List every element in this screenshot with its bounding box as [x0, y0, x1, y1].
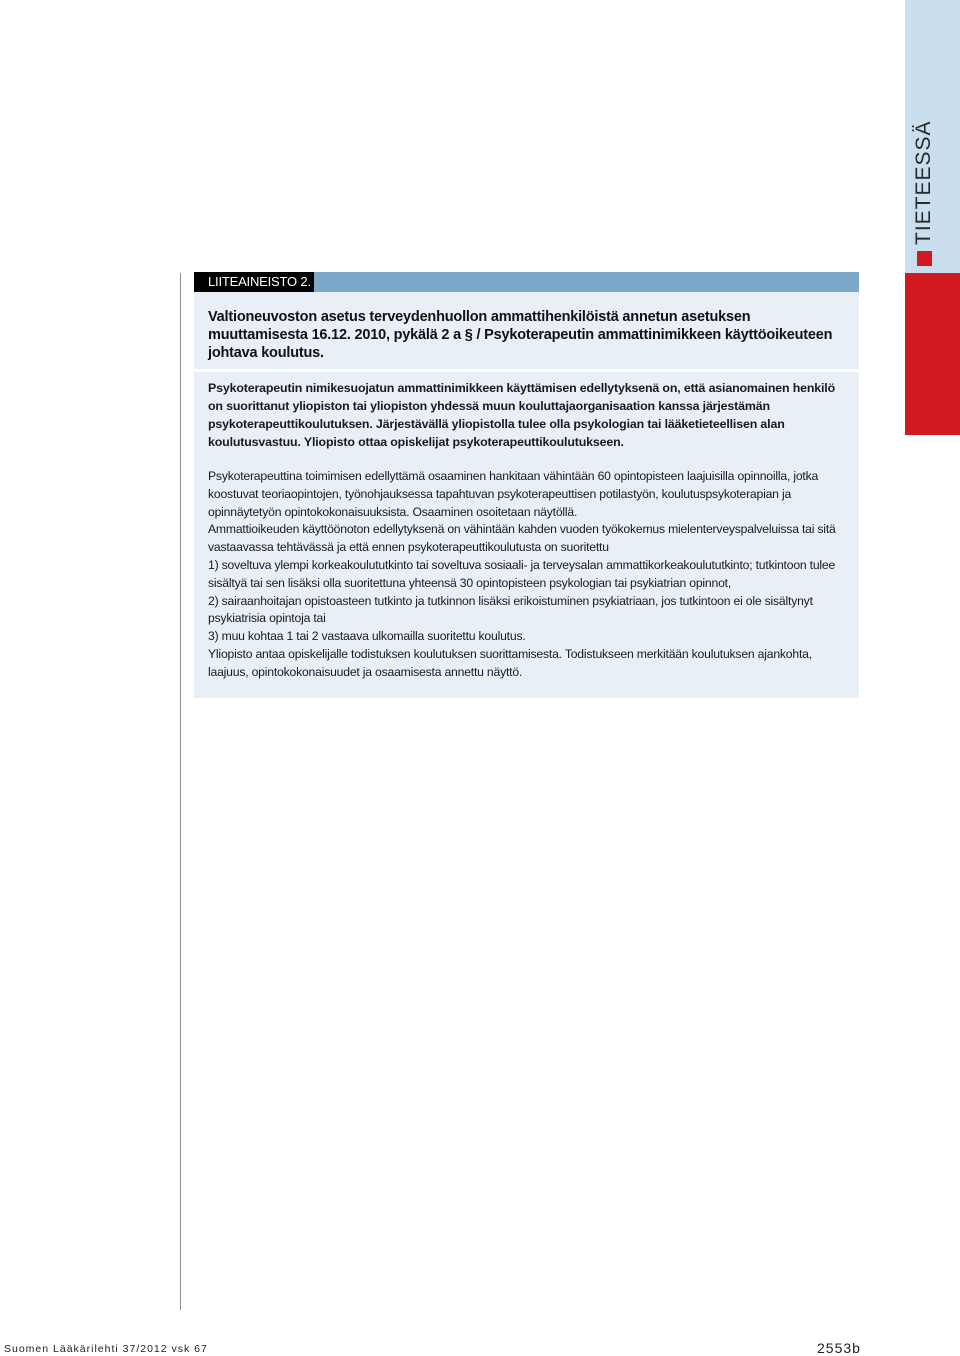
body-paragraph: 1) soveltuva ylempi korkeakoulututkinto tai soveltuva sosiaali- ja terveysalan ammattikorkeakoulututkinto; tutkintoon tulee sisältyä tai sen lisäksi olla suoritettuna yhteensä 30 opintopisteen psykologian tai psykiatrian opinnot, [208, 557, 836, 590]
box-divider [194, 369, 859, 372]
red-square-icon [917, 251, 932, 266]
footer-page-number: 2553b [817, 1340, 861, 1356]
body-paragraph: 3) muu kohtaa 1 tai 2 vastaava ulkomailla suoritettu koulutus. [208, 629, 526, 644]
footer-publication: Suomen Lääkärilehti 37/2012 vsk 67 [4, 1343, 208, 1355]
section-label: TIETEESSÄ [912, 120, 935, 245]
side-tab-label [912, 120, 936, 266]
body-paragraph: Ammattioikeuden käyttöönoton edellytyksenä on vähintään kahden vuoden työkokemus mielenterveyspalveluissa tai sitä vastaavassa tehtävässä ja että ennen psykoterapeuttikoulutusta on suoritettu [208, 522, 836, 555]
box-header-label: LIITEAINEISTO 2. [194, 272, 314, 292]
box-title: Valtioneuvoston asetus terveydenhuollon ammattihenkilöistä annetun asetuksen muuttamisesta 16.12. 2010, pykälä 2 a § / Psykoterapeutin ammattinimikkeen käyttöoikeuteen johtava koulutus. [208, 309, 833, 361]
side-tab-bottom [905, 273, 960, 435]
box-intro: Psykoterapeutin nimikesuojatun ammattinimikkeen käyttämisen edellytyksenä on, että asianomainen henkilö on suorittanut yliopiston tai yliopiston yhdessä muun kouluttajaorganisaation kanssa järjestämän psykoterapeuttikoulutuksen. Järjestävällä yliopistolla tulee olla psykologian tai lääketieteellisen alan koulutusvastuu. Yliopisto ottaa opiskelijat psykoterapeuttikoulutukseen. [208, 381, 836, 449]
body-paragraph: Psykoterapeuttina toimimisen edellyttämä osaaminen hankitaan vähintään 60 opintopisteen laajuisilla opinnoilla, jotka koostuvat teoriaopintojen, työnohjauksessa tapahtuvan psykoterapeuttisen potilastyön, koulutuspsykoterapian ja opinnäytetyön opintokokonaisuuksista. Osaaminen osoitetaan näytöllä. [208, 469, 819, 519]
left-rule [180, 273, 181, 1310]
body-paragraph: 2) sairaanhoitajan opistoasteen tutkinto ja tutkinnon lisäksi erikoistuminen psykiatriaan, jos tutkintoon ei ole sisältynyt psykiatrisia opintoja tai [208, 593, 813, 626]
box-body [208, 468, 848, 682]
body-paragraph: Yliopisto antaa opiskelijalle todistuksen koulutuksen suorittamisesta. Todistukseen merkitään koulutuksen ajankohta, laajuus, opintokokonaisuudet ja osaamisesta annettu näyttö. [208, 646, 812, 679]
